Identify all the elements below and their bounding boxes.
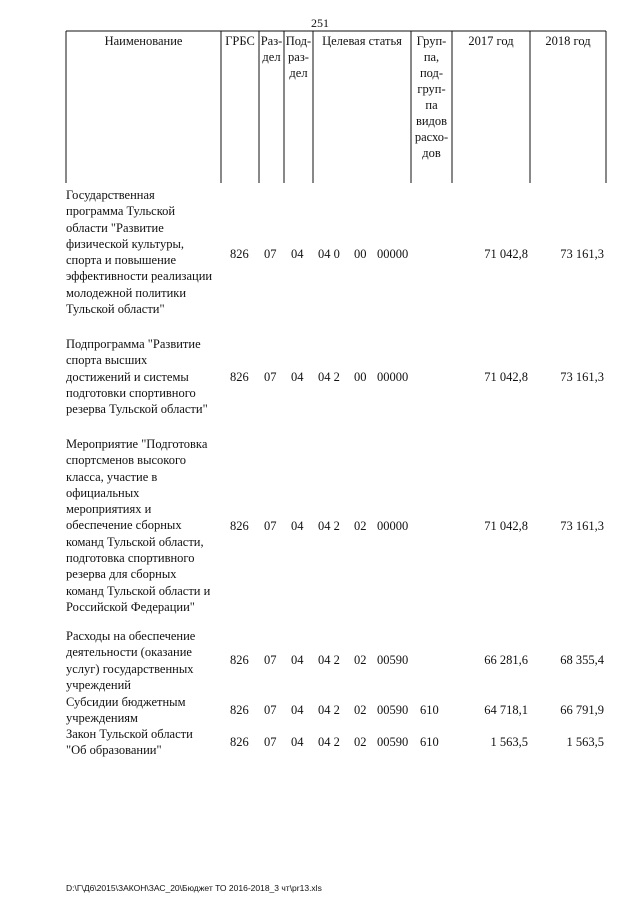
cell-cs-code: 00000 bbox=[377, 370, 409, 384]
cell-cs-code: 00590 bbox=[377, 703, 409, 717]
row-name bbox=[66, 187, 226, 317]
cell-vr: 610 bbox=[420, 703, 439, 717]
cell-podrazdel: 04 bbox=[291, 519, 304, 533]
row-name-line: Российской Федерации" bbox=[66, 599, 195, 614]
header-name: Наименование bbox=[104, 34, 183, 48]
row-name bbox=[66, 628, 226, 693]
cell-2018: 66 791,9 bbox=[560, 703, 604, 717]
cell-2017: 66 281,6 bbox=[484, 653, 528, 667]
header-podrazdel-line: раз- bbox=[288, 50, 309, 64]
row-name-line: официальных bbox=[66, 485, 140, 500]
cell-cs-program: 04 0 bbox=[318, 247, 340, 261]
cell-2017: 71 042,8 bbox=[484, 370, 528, 384]
header-2018: 2018 год bbox=[545, 34, 591, 48]
cell-cs-event: 02 bbox=[354, 519, 367, 533]
row-name-line: резерва для сборных bbox=[66, 567, 177, 582]
header-gruppa-line: видов bbox=[415, 114, 448, 128]
row-name bbox=[66, 694, 226, 727]
header-tselevaya: Целевая статья bbox=[322, 34, 402, 48]
cell-2017: 1 563,5 bbox=[490, 735, 528, 749]
cell-cs-program: 04 2 bbox=[318, 370, 340, 384]
cell-podrazdel: 04 bbox=[291, 247, 304, 261]
row-name-line: резерва Тульской области" bbox=[66, 402, 208, 417]
header-razdel-line: Раз- bbox=[260, 34, 283, 48]
row-name-line: учреждениям bbox=[66, 711, 138, 726]
cell-razdel: 07 bbox=[264, 519, 277, 533]
row-name-line: спортсменов высокого bbox=[66, 453, 187, 468]
row-name-line: команд Тульской области и bbox=[66, 583, 211, 598]
cell-podrazdel: 04 bbox=[291, 703, 304, 717]
row-name-line: Государственная bbox=[66, 188, 155, 202]
header-gruppa-line: расхо- bbox=[414, 130, 449, 144]
cell-cs-code: 00590 bbox=[377, 735, 409, 749]
cell-grbs: 826 bbox=[230, 653, 249, 667]
cell-cs-event: 02 bbox=[354, 735, 367, 749]
row-name-line: эффективности реализации bbox=[66, 269, 213, 284]
cell-cs-event: 00 bbox=[354, 247, 367, 261]
row-name-line: области "Развитие bbox=[66, 220, 164, 235]
cell-podrazdel: 04 bbox=[291, 370, 304, 384]
cell-2017: 71 042,8 bbox=[484, 519, 528, 533]
row-name bbox=[66, 336, 226, 417]
row-name-line: физической культуры, bbox=[66, 236, 184, 251]
cell-cs-event: 02 bbox=[354, 703, 367, 717]
row-name-line: программа Тульской bbox=[66, 204, 176, 219]
row-name bbox=[66, 436, 226, 615]
cell-grbs: 826 bbox=[230, 247, 249, 261]
header-gruppa-line: па bbox=[425, 98, 438, 112]
cell-grbs: 826 bbox=[230, 735, 249, 749]
cell-cs-code: 00000 bbox=[377, 247, 409, 261]
page-number: 251 bbox=[311, 16, 329, 30]
row-name-line: класса, участие в bbox=[66, 469, 158, 484]
cell-razdel: 07 bbox=[264, 735, 277, 749]
header-razdel-line: дел bbox=[262, 50, 281, 64]
row-name-line: "Об образовании" bbox=[66, 743, 162, 758]
cell-cs-program: 04 2 bbox=[318, 653, 340, 667]
row-name-line: подготовка спортивного bbox=[66, 551, 195, 566]
row-name-line: услуг) государственных bbox=[66, 661, 194, 676]
cell-podrazdel: 04 bbox=[291, 653, 304, 667]
cell-razdel: 07 bbox=[264, 653, 277, 667]
cell-cs-code: 00000 bbox=[377, 519, 409, 533]
row-name-line: мероприятиях и bbox=[66, 502, 152, 517]
cell-2018: 73 161,3 bbox=[560, 370, 604, 384]
cell-cs-program: 04 2 bbox=[318, 703, 340, 717]
cell-2018: 73 161,3 bbox=[560, 519, 604, 533]
header-gruppa-line: дов bbox=[422, 146, 441, 160]
file-path-footer: D:\Г\Д6\2015\ЗАКОН\ЗАС_20\Бюджет ТО 2016-2018_3 чт\pr13.xls bbox=[66, 883, 322, 893]
row-name-line: Расходы на обеспечение bbox=[66, 629, 196, 643]
header-grbs: ГРБС bbox=[225, 34, 255, 48]
cell-cs-program: 04 2 bbox=[318, 735, 340, 749]
header-gruppa-line: па, bbox=[423, 50, 440, 64]
cell-razdel: 07 bbox=[264, 370, 277, 384]
row-name-line: команд Тульской области, bbox=[66, 534, 204, 549]
cell-2018: 68 355,4 bbox=[560, 653, 604, 667]
row-name-line: учреждений bbox=[66, 677, 131, 692]
header-gruppa-line: груп- bbox=[417, 82, 446, 96]
header-gruppa-line: под- bbox=[419, 66, 444, 80]
row-name-line: молодежной политики bbox=[66, 285, 187, 300]
header-2017: 2017 год bbox=[468, 34, 514, 48]
cell-cs-program: 04 2 bbox=[318, 519, 340, 533]
cell-cs-event: 02 bbox=[354, 653, 367, 667]
header-podrazdel bbox=[284, 33, 313, 81]
row-name-line: Подпрограмма "Развитие bbox=[66, 337, 201, 351]
cell-vr: 610 bbox=[420, 735, 439, 749]
cell-grbs: 826 bbox=[230, 370, 249, 384]
cell-2017: 71 042,8 bbox=[484, 247, 528, 261]
cell-2018: 1 563,5 bbox=[566, 735, 604, 749]
row-name-line: Мероприятие "Подготовка bbox=[66, 437, 208, 451]
cell-cs-event: 00 bbox=[354, 370, 367, 384]
row-name-line: Субсидии бюджетным bbox=[66, 695, 186, 709]
row-name-line: спорта высших bbox=[66, 353, 148, 368]
header-gruppa bbox=[411, 33, 452, 161]
cell-razdel: 07 bbox=[264, 703, 277, 717]
header-podrazdel-line: дел bbox=[289, 66, 308, 80]
row-name bbox=[66, 726, 226, 759]
row-name-line: деятельности (оказание bbox=[66, 645, 192, 660]
cell-podrazdel: 04 bbox=[291, 735, 304, 749]
cell-cs-code: 00590 bbox=[377, 653, 409, 667]
header-razdel bbox=[259, 33, 284, 65]
header-gruppa-line: Груп- bbox=[416, 34, 447, 48]
cell-2018: 73 161,3 bbox=[560, 247, 604, 261]
row-name-line: подготовки спортивного bbox=[66, 385, 196, 400]
row-name-line: достижений и системы bbox=[66, 369, 189, 384]
cell-grbs: 826 bbox=[230, 703, 249, 717]
header-podrazdel-line: Под- bbox=[285, 34, 312, 48]
row-name-line: спорта и повышение bbox=[66, 253, 177, 268]
cell-razdel: 07 bbox=[264, 247, 277, 261]
cell-grbs: 826 bbox=[230, 519, 249, 533]
row-name-line: обеспечение сборных bbox=[66, 518, 182, 533]
cell-2017: 64 718,1 bbox=[484, 703, 528, 717]
row-name-line: Закон Тульской области bbox=[66, 727, 193, 741]
row-name-line: Тульской области" bbox=[66, 302, 165, 317]
